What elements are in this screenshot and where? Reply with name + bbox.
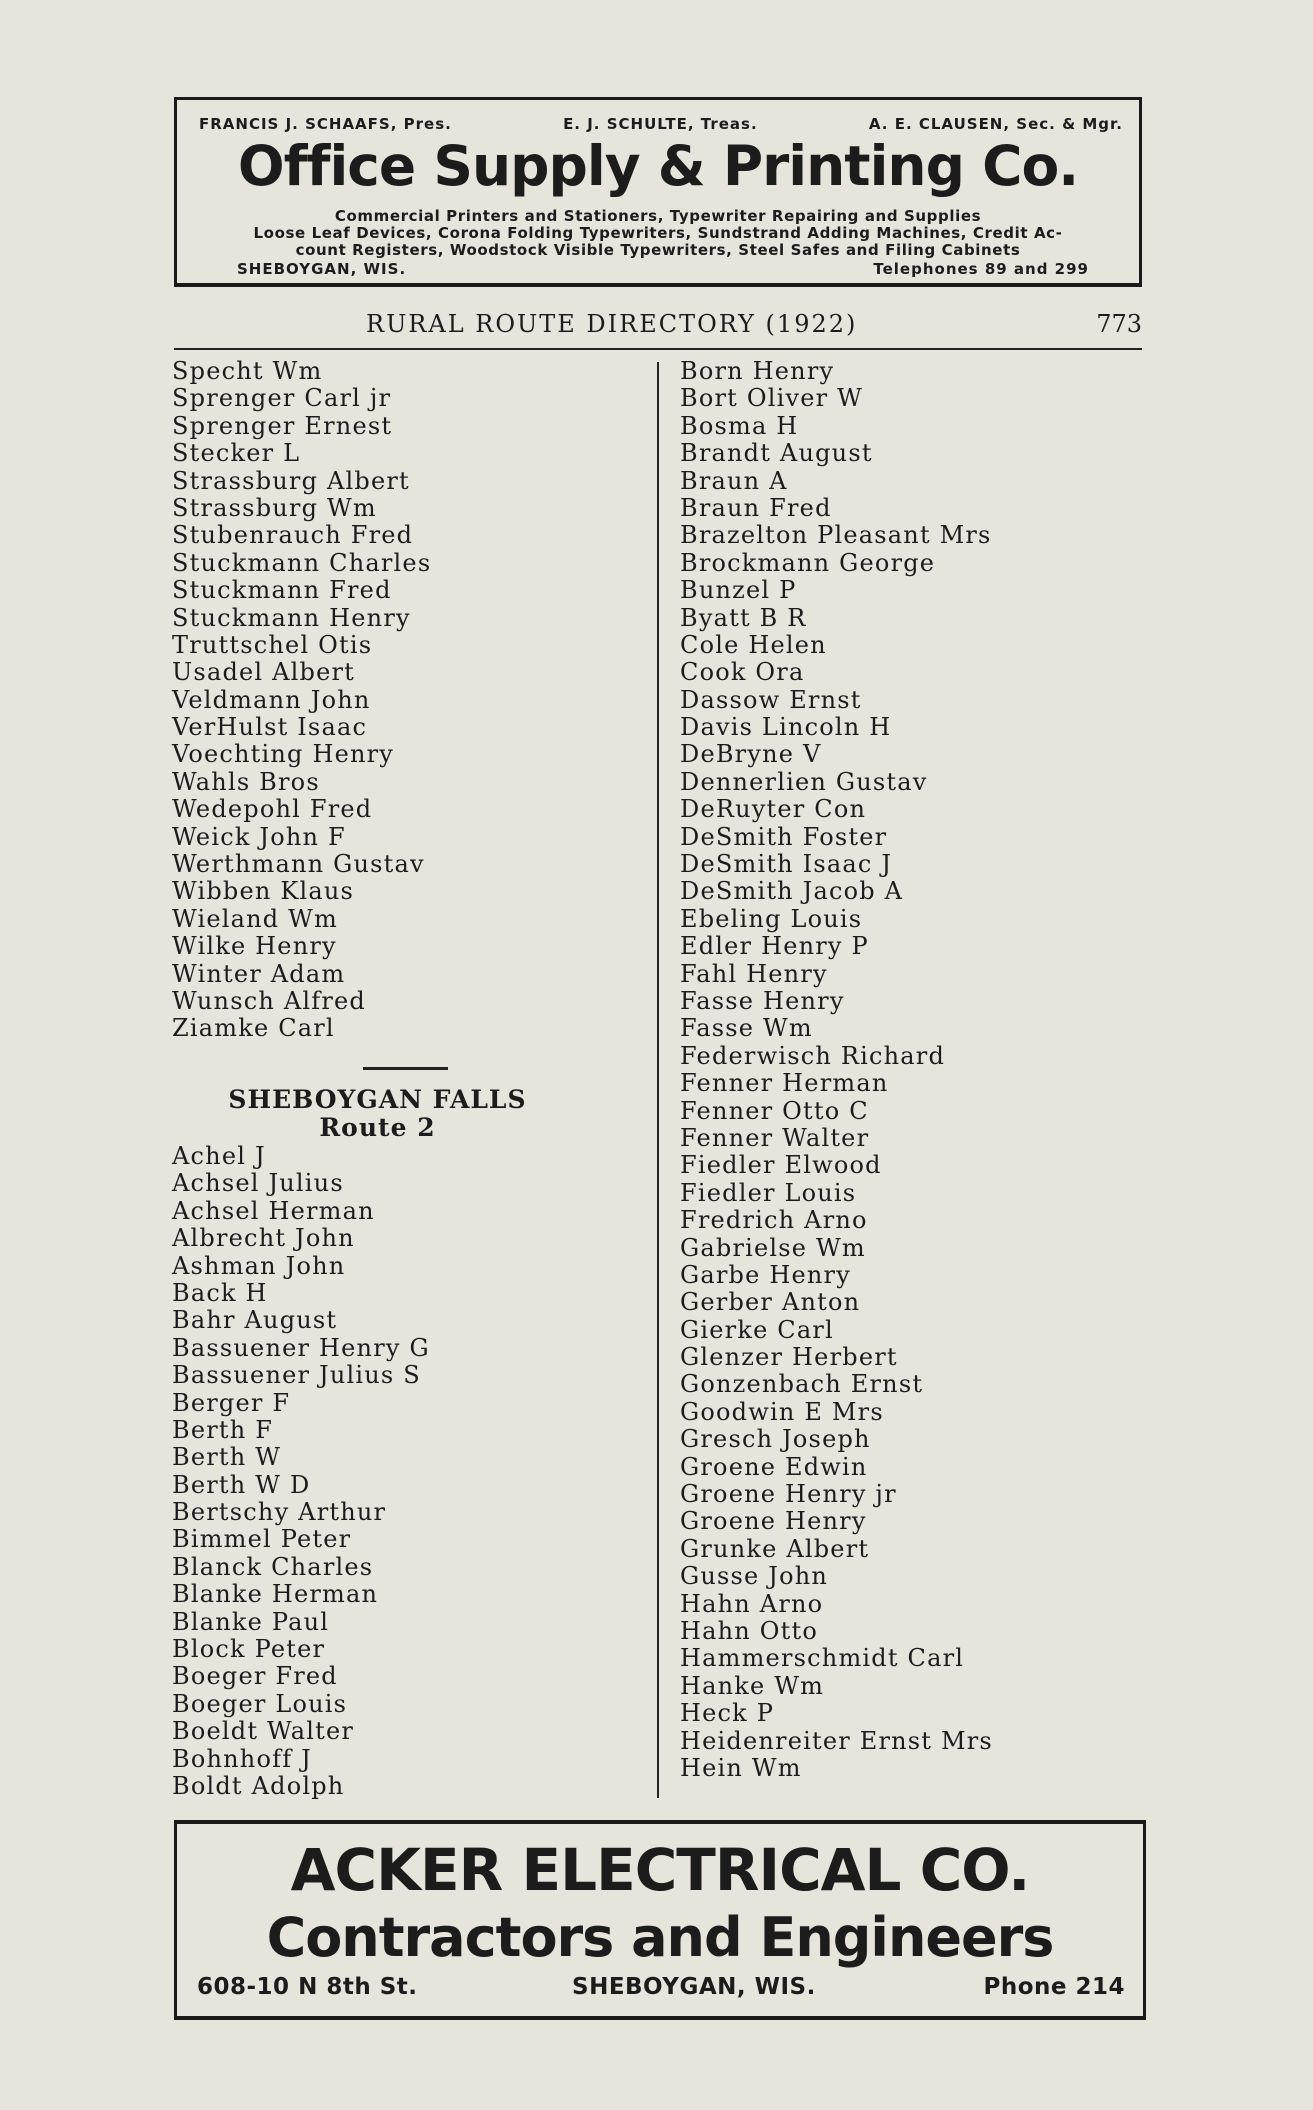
directory-entry: Gierke Carl xyxy=(680,1315,834,1344)
running-head xyxy=(174,310,1142,350)
directory-entry: Boeger Fred xyxy=(172,1662,338,1691)
ad-phones: Telephones 89 and 299 xyxy=(873,260,1089,278)
directory-entry: Hammerschmidt Carl xyxy=(680,1644,965,1673)
directory-entry: Goodwin E Mrs xyxy=(680,1397,884,1426)
directory-entry: Stuckmann Charles xyxy=(172,548,432,577)
left-column-bottom-list xyxy=(172,1143,430,1800)
officer-treasurer: E. J. SCHULTE, Treas. xyxy=(563,115,758,133)
ad-city: SHEBOYGAN, WIS. xyxy=(237,260,407,278)
directory-entry: Werthmann Gustav xyxy=(172,850,425,879)
directory-entry: Stubenrauch Fred xyxy=(172,521,414,550)
directory-entry: Wieland Wm xyxy=(172,904,338,933)
ad-services-line-1: Commercial Printers and Stationers, Typewriter Repairing and Supplies xyxy=(334,207,982,225)
ad-officers xyxy=(177,115,1139,133)
ad-services-line-2: Loose Leaf Devices, Corona Folding Typewriters, Sundstrand Adding Machines, Credit Ac- xyxy=(253,224,1063,242)
directory-entry: Bimmel Peter xyxy=(172,1525,352,1554)
ad2-city: SHEBOYGAN, WIS. xyxy=(572,1974,816,2000)
directory-entry: Boldt Adolph xyxy=(172,1771,345,1800)
directory-entry: Wibben Klaus xyxy=(172,877,355,906)
directory-entry: DeSmith Foster xyxy=(680,822,888,851)
directory-entry: Berth W xyxy=(172,1443,282,1472)
left-column-top-list xyxy=(172,358,431,1043)
directory-entry: Back H xyxy=(172,1278,268,1307)
directory-entry: Groene Edwin xyxy=(680,1452,868,1481)
right-column-list xyxy=(680,358,993,1782)
directory-entry: Albrecht John xyxy=(172,1224,355,1253)
ad-company-name: Office Supply & Printing Co. xyxy=(237,134,1079,198)
directory-entry: Strassburg Wm xyxy=(172,493,377,522)
directory-entry: Blanke Paul xyxy=(172,1607,330,1636)
directory-entry: Blanke Herman xyxy=(172,1580,379,1609)
section-title: SHEBOYGAN FALLS xyxy=(228,1085,527,1114)
directory-entry: Achsel Herman xyxy=(172,1196,375,1225)
office-supply-ad xyxy=(174,97,1142,287)
directory-entry: Sprenger Carl jr xyxy=(172,384,392,413)
directory-entry: Bassuener Henry G xyxy=(172,1333,430,1362)
directory-entry: Bunzel P xyxy=(680,576,797,605)
acker-electrical-ad xyxy=(174,1820,1146,2020)
directory-entry: Bort Oliver W xyxy=(680,384,863,413)
directory-entry: Boeldt Walter xyxy=(172,1717,355,1746)
directory-entry: Cole Helen xyxy=(680,630,827,659)
directory-entry: Byatt B R xyxy=(680,603,807,632)
directory-entry: Specht Wm xyxy=(172,357,323,385)
directory-entry: Fenner Walter xyxy=(680,1123,870,1152)
directory-entry: Gonzenbach Ernst xyxy=(680,1370,924,1399)
directory-entry: Garbe Henry xyxy=(680,1260,851,1289)
directory-entry: Brazelton Pleasant Mrs xyxy=(680,521,992,550)
officer-president: FRANCIS J. SCHAAFS, Pres. xyxy=(199,115,452,133)
directory-entry: Berger F xyxy=(172,1388,291,1417)
directory-entry: Blanck Charles xyxy=(172,1552,374,1581)
directory-entry: Wedepohl Fred xyxy=(172,795,373,824)
directory-entry: Grunke Albert xyxy=(680,1534,870,1563)
directory-entry: DeRuyter Con xyxy=(680,795,867,824)
directory-entry: Glenzer Herbert xyxy=(680,1343,898,1372)
directory-entry: Ebeling Louis xyxy=(680,904,863,933)
directory-entry: Strassburg Albert xyxy=(172,466,410,495)
ad2-company-name: ACKER ELECTRICAL CO. xyxy=(290,1836,1030,1904)
directory-entry: Fasse Wm xyxy=(680,1014,813,1043)
directory-entry: Stuckmann Henry xyxy=(172,603,411,632)
directory-entry: Berth W D xyxy=(172,1470,311,1499)
directory-entry: Voechting Henry xyxy=(172,740,395,769)
directory-entry: Gusse John xyxy=(680,1562,829,1591)
directory-entry: Boeger Louis xyxy=(172,1689,348,1718)
directory-entry: Federwisch Richard xyxy=(680,1041,946,1070)
directory-entry: Hahn Arno xyxy=(680,1589,824,1618)
directory-entry: Winter Adam xyxy=(172,959,346,988)
directory-entry: Fasse Henry xyxy=(680,986,845,1015)
directory-entry: Bertschy Arthur xyxy=(172,1498,387,1527)
officer-secretary: A. E. CLAUSEN, Sec. & Mgr. xyxy=(868,115,1123,133)
directory-entry: Fiedler Elwood xyxy=(680,1151,882,1180)
directory-entry: Stuckmann Fred xyxy=(172,576,392,605)
directory-entry: Bohnhoff J xyxy=(172,1744,312,1773)
directory-entry: Heck P xyxy=(680,1699,775,1728)
directory-entry: Fenner Otto C xyxy=(680,1096,869,1125)
directory-entry: Born Henry xyxy=(680,357,835,385)
page-number: 773 xyxy=(1096,310,1142,338)
directory-entry: Usadel Albert xyxy=(172,658,356,687)
directory-entry: Gabrielse Wm xyxy=(680,1233,866,1262)
ad2-phone: Phone 214 xyxy=(983,1974,1125,2000)
directory-entry: Braun A xyxy=(680,466,788,495)
section-divider xyxy=(363,1067,448,1070)
ad2-tagline: Contractors and Engineers xyxy=(266,1906,1054,1969)
directory-entry: Weick John F xyxy=(172,822,346,851)
directory-entry: Hanke Wm xyxy=(680,1671,825,1700)
directory-entry: Gerber Anton xyxy=(680,1288,861,1317)
directory-entry: Berth F xyxy=(172,1415,274,1444)
directory-entry: Edler Henry P xyxy=(680,932,869,961)
directory-entry: DeBryne V xyxy=(680,740,822,769)
directory-entry: Hein Wm xyxy=(680,1753,802,1782)
directory-entry: Veldmann John xyxy=(172,685,371,714)
directory-entry: Ziamke Carl xyxy=(172,1014,335,1043)
directory-entry: DeSmith Jacob A xyxy=(680,877,904,906)
directory-entry: Cook Ora xyxy=(680,658,805,687)
directory-entry: Groene Henry jr xyxy=(680,1480,897,1509)
directory-entry: Ashman John xyxy=(172,1251,346,1280)
column-divider xyxy=(657,362,659,1798)
directory-entry: Brockmann George xyxy=(680,548,936,577)
directory-entry: Brandt August xyxy=(680,439,873,468)
ad2-address: 608-10 N 8th St. xyxy=(197,1974,418,2000)
directory-entry: Heidenreiter Ernst Mrs xyxy=(680,1726,993,1755)
ad-services-line-3: count Registers, Woodstock Visible Typewriters, Steel Safes and Filing Cabinets xyxy=(295,241,1021,259)
directory-title: RURAL ROUTE DIRECTORY (1922) xyxy=(366,310,858,338)
directory-entry: Truttschel Otis xyxy=(172,630,373,659)
directory-entry: Gresch Joseph xyxy=(680,1425,871,1454)
directory-entry: Fahl Henry xyxy=(680,959,828,988)
directory-entry: Achel J xyxy=(172,1142,266,1170)
directory-entry: VerHulst Isaac xyxy=(172,713,368,742)
directory-entry: Hahn Otto xyxy=(680,1616,818,1645)
directory-entry: Wahls Bros xyxy=(172,767,320,796)
directory-entry: Braun Fred xyxy=(680,493,832,522)
directory-entry: Sprenger Ernest xyxy=(172,411,393,440)
section-subtitle: Route 2 xyxy=(319,1113,436,1142)
directory-entry: Bassuener Julius S xyxy=(172,1361,421,1390)
directory-entry: Fenner Herman xyxy=(680,1069,889,1098)
directory-entry: Groene Henry xyxy=(680,1507,867,1536)
directory-entry: Dennerlien Gustav xyxy=(680,767,928,796)
directory-entry: Block Peter xyxy=(172,1635,326,1664)
directory-entry: Achsel Julius xyxy=(172,1169,344,1198)
directory-entry: Fredrich Arno xyxy=(680,1206,868,1235)
directory-entry: Wunsch Alfred xyxy=(172,986,366,1015)
directory-entry: DeSmith Isaac J xyxy=(680,850,893,879)
directory-entry: Bosma H xyxy=(680,411,799,440)
ad-footer xyxy=(237,260,1089,278)
directory-entry: Bahr August xyxy=(172,1306,338,1335)
directory-entry: Davis Lincoln H xyxy=(680,713,892,742)
directory-entry: Dassow Ernst xyxy=(680,685,862,714)
directory-entry: Fiedler Louis xyxy=(680,1178,857,1207)
directory-entry: Wilke Henry xyxy=(172,932,337,961)
directory-entry: Stecker L xyxy=(172,439,301,468)
